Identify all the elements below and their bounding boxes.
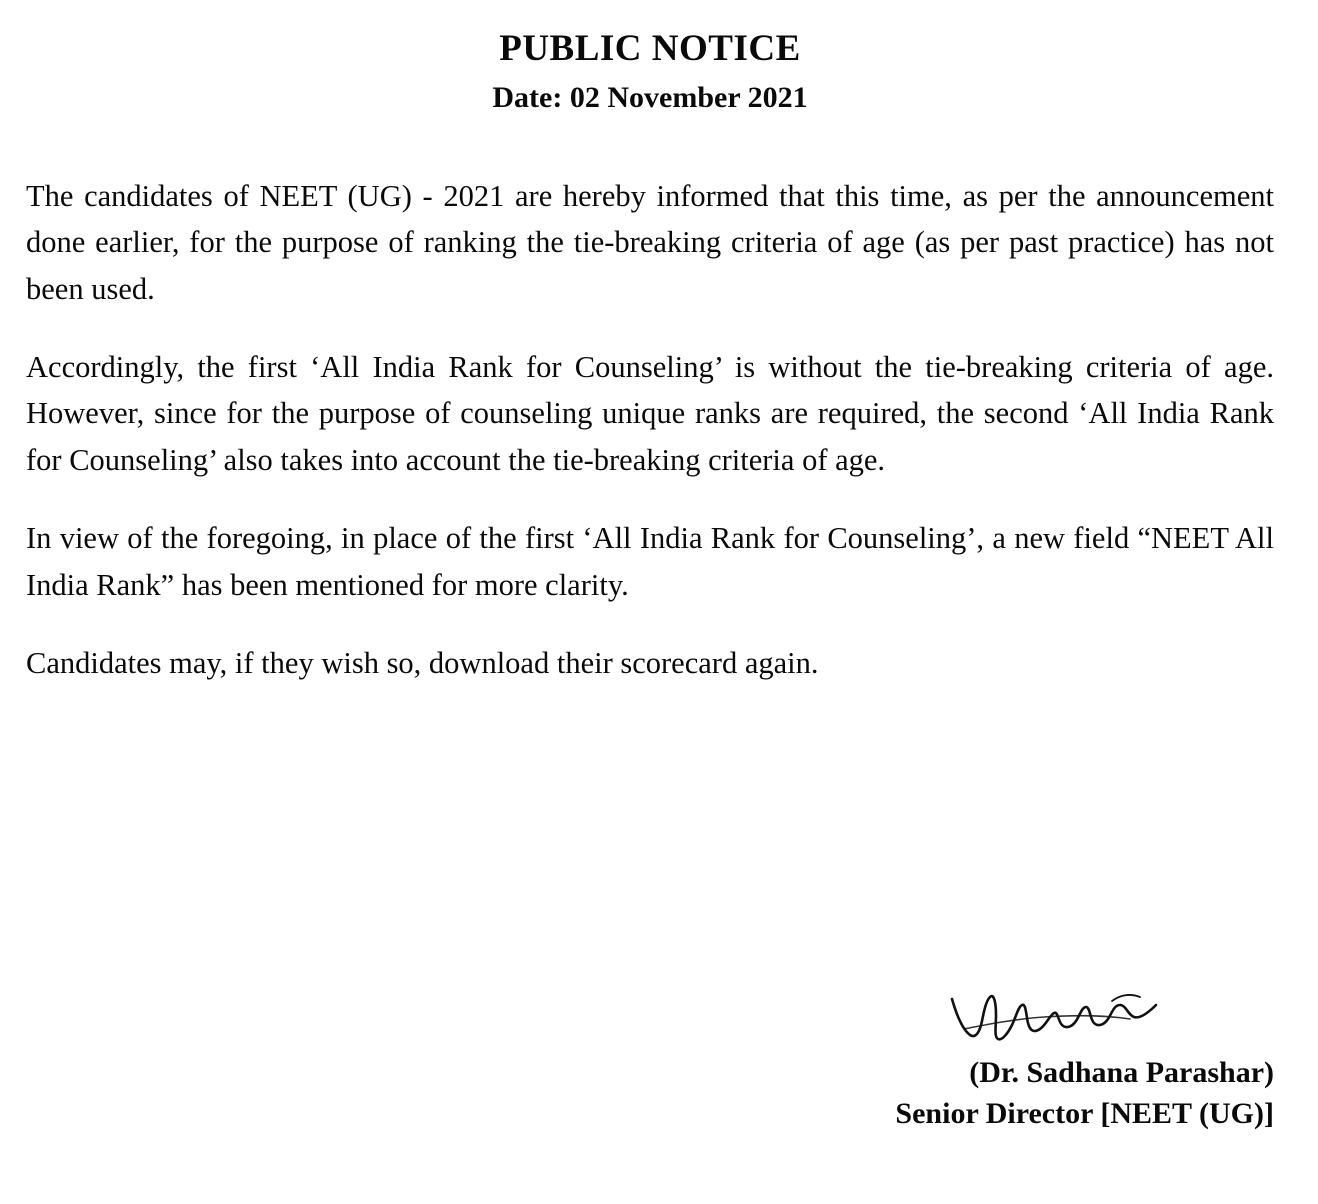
notice-date: Date: 02 November 2021 <box>492 80 808 114</box>
handwritten-signature-icon <box>654 981 1164 1051</box>
page-title: PUBLIC NOTICE <box>499 28 801 69</box>
signatory-designation: Senior Director [NEET (UG)] <box>895 1096 1274 1130</box>
paragraph-1: The candidates of NEET (UG) - 2021 are hereby informed that this time, as per the announcement done earlier, for the purpose of ranking the tie-breaking criteria of age (as per past practice) has not been used. <box>26 179 1274 306</box>
paragraph-2: Accordingly, the first ‘All India Rank for Counseling’ is without the tie-breaking criteria of age. However, since for the purpose of counseling unique ranks are required, the second ‘All India Rank for Counseling’ also takes into account the tie-breaking criteria of age. <box>26 350 1274 477</box>
signature-block <box>654 981 1274 1134</box>
notice-body <box>26 173 1274 686</box>
paragraph-3: In view of the foregoing, in place of the first ‘All India Rank for Counseling’, a new field “NEET All India Rank” has been mentioned for more clarity. <box>26 521 1274 602</box>
paragraph-4: Candidates may, if they wish so, download their scorecard again. <box>26 645 819 680</box>
signatory-name: (Dr. Sadhana Parashar) <box>969 1056 1274 1089</box>
